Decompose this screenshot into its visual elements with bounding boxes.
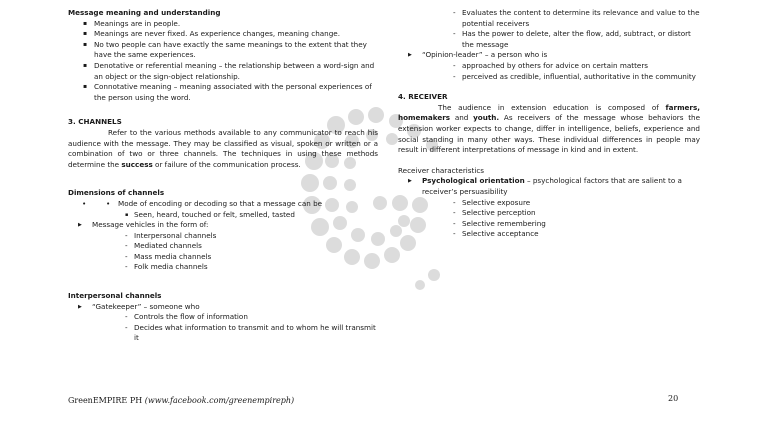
footer-url: (www.facebook.com/greenempireph) — [144, 396, 295, 405]
list-item: ▶ “Gatekeeper” – someone who — [68, 302, 378, 313]
heading-channels: 3. CHANNELS — [68, 117, 122, 127]
right-column — [398, 8, 700, 240]
list-item: - Mass media channels — [68, 252, 378, 263]
page-number: 20 — [668, 394, 679, 403]
dimensions-list — [68, 199, 378, 273]
gatekeeper-list — [68, 302, 378, 344]
list-item: - Folk media channels — [68, 262, 378, 273]
receiver-paragraph: The audience in extension education is composed of farmers, homemakers and youth. As receivers of the message whose behaviors the extension worker expects to change, differ in intelligence, beliefs, experience and social standing in many other ways. These individual differences in people may result in different interpretations of message in kind and in extent. — [398, 102, 701, 155]
list-item: - Mediated channels — [68, 241, 378, 252]
psych-list — [398, 176, 700, 240]
list-item: ▪ Meanings are never fixed. As experience changes, meaning change. — [68, 29, 378, 40]
list-item: - Evaluates the content to determine its relevance and value to the potential receivers — [398, 8, 700, 29]
receiver-characteristics-label: Receiver characteristics — [398, 165, 485, 175]
left-column — [68, 8, 378, 344]
list-item: ▪ Denotative or referential meaning – the relationship between a word-sign and an object or the sign-object relationship. — [68, 61, 378, 82]
list-item: - Controls the flow of information — [68, 312, 378, 323]
list-item: ▶ Message vehicles in the form of: — [68, 220, 378, 231]
gatekeeper-continued-list — [398, 8, 700, 82]
list-item: ▶ “Opinion-leader” – a person who is — [398, 50, 700, 61]
footer-brand: GreenEMPIRE PH — [68, 396, 143, 405]
channels-paragraph: Refer to the various methods available to any communicator to reach his audience with the message. They may be classified as visual, spoken or written or a combination of two or three channels. The techniques in using these methods determine the success or failure of the communication process. — [68, 127, 378, 169]
list-item: ▪ No two people can have exactly the same meanings to the extent that they have the same experiences. — [68, 40, 378, 61]
meaning-list — [68, 19, 378, 104]
heading-receiver: 4. RECEIVER — [398, 92, 448, 102]
heading-interpersonal: Interpersonal channels — [68, 291, 162, 301]
list-item: - Interpersonal channels — [68, 231, 378, 242]
list-item: ▪ Connotative meaning – meaning associated with the personal experiences of the person using the word. — [68, 82, 378, 103]
list-item: ▶ Psychological orientation – psychological factors that are salient to a receiver’s persuasibility — [398, 176, 700, 197]
list-item: - Selective acceptance — [398, 229, 700, 240]
heading-dimensions: Dimensions of channels — [68, 188, 165, 198]
list-item: - approached by others for advice on certain matters — [398, 61, 700, 72]
list-item: - Has the power to delete, alter the flow, add, subtract, or distort the message — [398, 29, 700, 50]
list-item: - Decides what information to transmit and to whom he will transmit it — [68, 323, 378, 344]
list-item: ▪ Meanings are in people. — [68, 19, 378, 30]
psych-orientation-term: Psychological orientation — [422, 176, 525, 186]
footer — [68, 396, 294, 405]
list-item: - Selective remembering — [398, 219, 700, 230]
list-item: • • Mode of encoding or decoding so that a message can be — [68, 199, 378, 210]
list-item: - Selective perception — [398, 208, 700, 219]
list-item: ▪ Seen, heard, touched or felt, smelled, tasted — [68, 210, 378, 221]
list-item: - perceived as credible, influential, authoritative in the community — [398, 72, 700, 83]
list-item: - Selective exposure — [398, 198, 700, 209]
heading-message-meaning: Message meaning and understanding — [68, 8, 221, 17]
